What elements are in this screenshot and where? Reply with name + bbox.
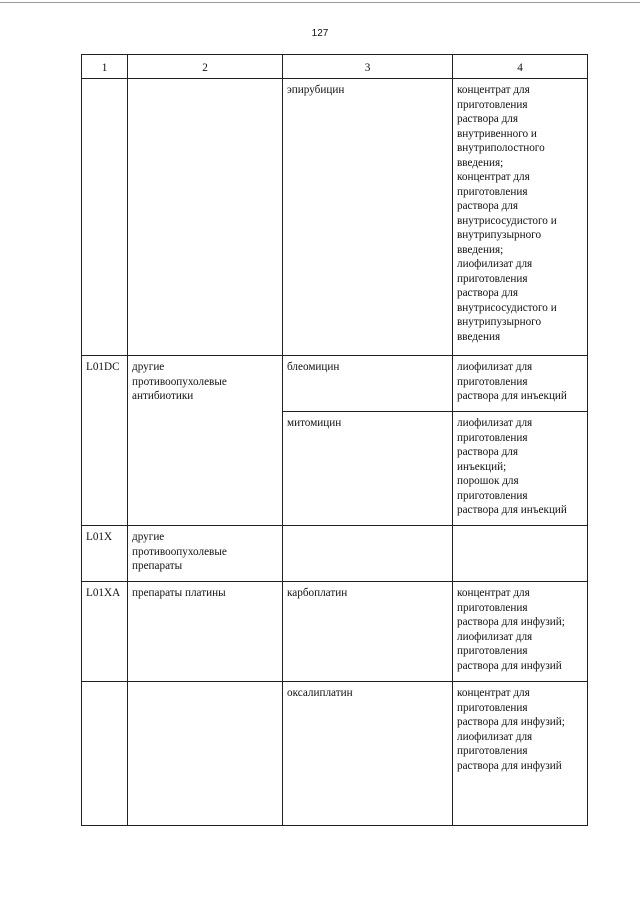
table-row bbox=[82, 682, 588, 826]
code-cell bbox=[82, 79, 128, 356]
header-col-4: 4 bbox=[453, 55, 588, 79]
drug-cell: эпирубицин bbox=[283, 79, 453, 356]
group-cell: другие противоопухолевые препараты bbox=[128, 526, 283, 582]
page-number: 127 bbox=[311, 28, 329, 39]
drug-cell bbox=[283, 526, 453, 582]
table-row bbox=[82, 526, 588, 582]
table-row bbox=[82, 79, 588, 356]
group-cell: другие противоопухолевые антибиотики bbox=[128, 356, 283, 412]
header-col-2: 2 bbox=[128, 55, 283, 79]
drug-table bbox=[81, 54, 588, 826]
table-row bbox=[82, 412, 588, 526]
table-row bbox=[82, 582, 588, 682]
code-cell bbox=[82, 682, 128, 826]
group-cell bbox=[128, 79, 283, 356]
drug-cell: оксалиплатин bbox=[283, 682, 453, 826]
group-cell bbox=[128, 412, 283, 526]
drug-cell: митомицин bbox=[283, 412, 453, 526]
group-cell: препараты платины bbox=[128, 582, 283, 682]
code-cell: L01XA bbox=[82, 582, 128, 682]
header-col-3: 3 bbox=[283, 55, 453, 79]
form-cell bbox=[453, 526, 588, 582]
form-cell: концентрат для приготовления раствора для внутривенного и внутриполостного введения; концентрат для приготовления раствора для внутрисосудистого и внутрипузырного введения; лиофилизат для приготовления раствора для внутрисосудистого и внутрипузырного введения bbox=[453, 79, 588, 356]
form-cell: концентрат для приготовления раствора для инфузий; лиофилизат для приготовления раствора для инфузий bbox=[453, 582, 588, 682]
drug-cell: блеомицин bbox=[283, 356, 453, 412]
header-col-1: 1 bbox=[82, 55, 128, 79]
form-cell: концентрат для приготовления раствора для инфузий; лиофилизат для приготовления раствора для инфузий bbox=[453, 682, 588, 826]
drug-cell: карбоплатин bbox=[283, 582, 453, 682]
code-cell: L01X bbox=[82, 526, 128, 582]
code-cell bbox=[82, 412, 128, 526]
table-row bbox=[82, 356, 588, 412]
form-cell: лиофилизат для приготовления раствора для инъекций bbox=[453, 356, 588, 412]
header-row bbox=[82, 55, 588, 79]
group-cell bbox=[128, 682, 283, 826]
top-rule bbox=[0, 2, 640, 3]
code-cell: L01DC bbox=[82, 356, 128, 412]
form-cell: лиофилизат для приготовления раствора для инъекций; порошок для приготовления раствора для инъекций bbox=[453, 412, 588, 526]
